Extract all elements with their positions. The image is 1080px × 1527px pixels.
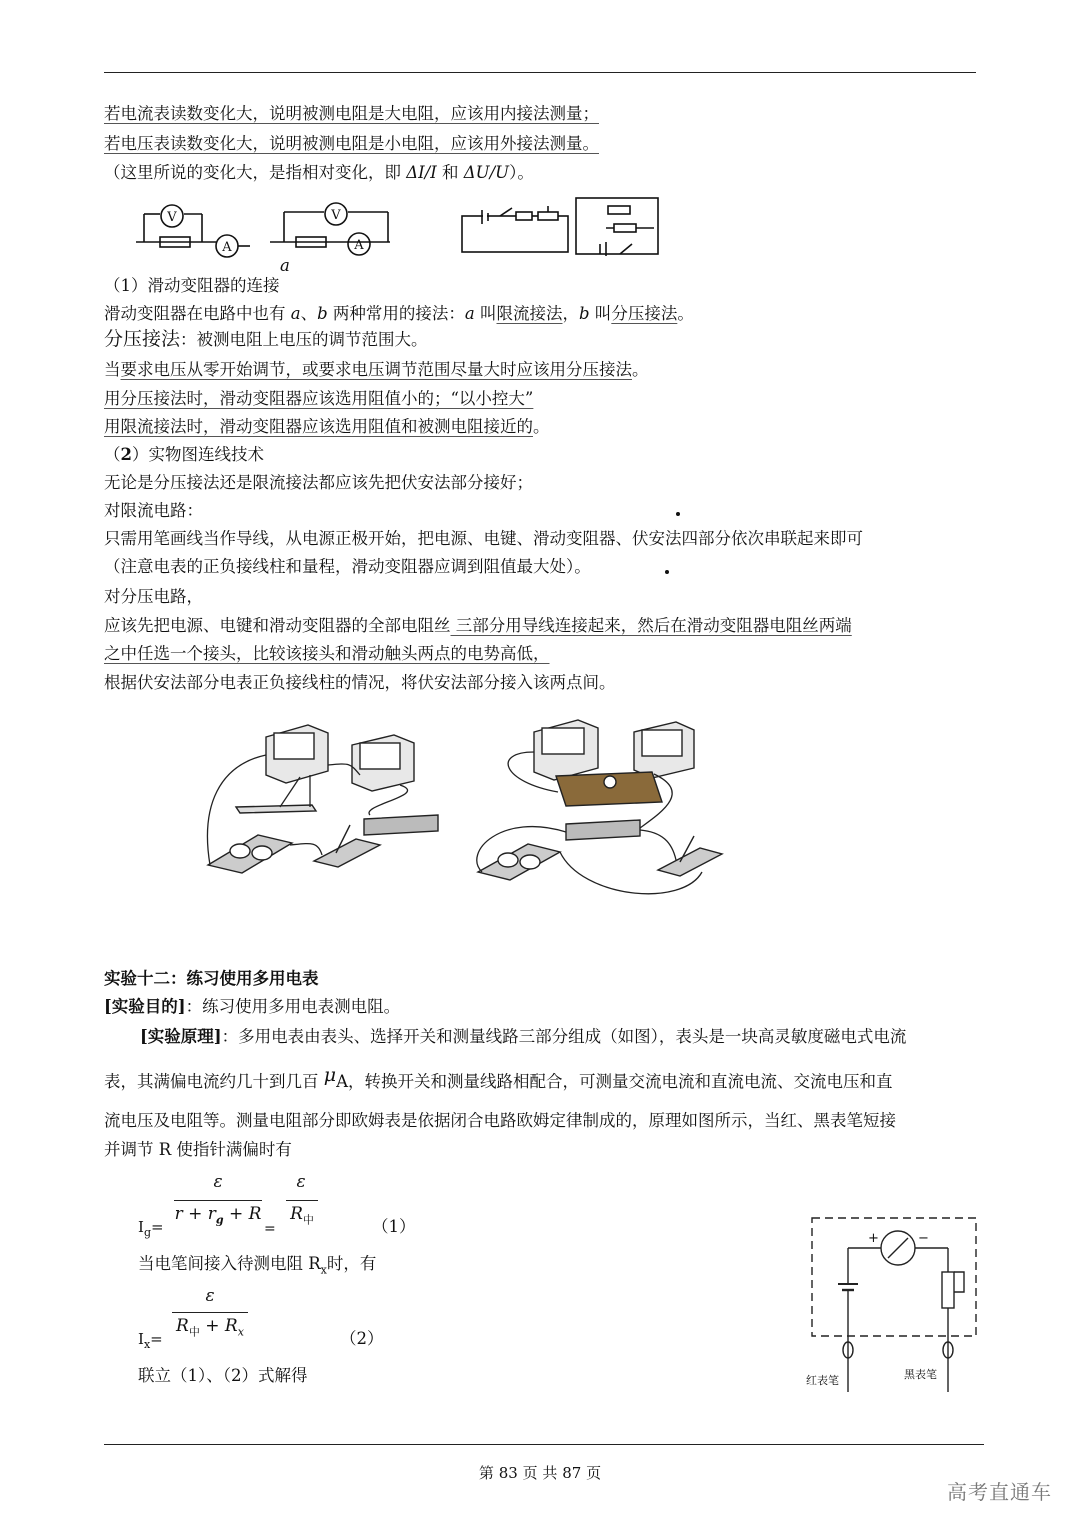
text-line-7: 用分压接法时，滑动变阻器应该选用阻值小的；“以小控大” [104,389,534,408]
red-probe-label: 红表笔 [806,1374,839,1387]
eq1-bar2 [286,1200,318,1201]
principle-line-1: [实验原理]：多用电表由表头、选择开关和测量线路三部分组成（如图），表头是一块高灵敏度磁电式电流 [140,1027,907,1046]
text-line-12: （注意电表的正负接线柱和量程，滑动变阻器应调到阻值最大处）。 [104,557,591,576]
principle-line-4: 并调节 R 使指针满偏时有 [104,1140,292,1159]
resistor-board [236,805,316,813]
section-1-title: （1）滑动变阻器的连接 [104,276,280,295]
text-line-1: 若电流表读数变化大，说明被测电阻是大电阻，应该用内接法测量； [104,104,599,123]
eq1-num2: ε [296,1172,306,1192]
black-probe-label: 黑表笔 [904,1368,937,1381]
eq2-den: $R_中 + R_x$ [176,1316,244,1339]
solve-line: 联立（1）、（2）式解得 [138,1366,308,1385]
ohmmeter-diagram [800,1212,980,1412]
text-line-11: 只需用笔画线当作导线，从电源正极开始，把电源、电键、滑动变阻器、伏安法四部分依次串联起来即可 [104,529,863,548]
rheostat-r [942,1272,954,1308]
eq1-den: $r + r_g + R$ [174,1204,262,1227]
rheostat [364,815,438,835]
battery-box-2 [478,844,560,880]
eq1-den2: $R_中$ [290,1204,314,1227]
switch-base [314,839,380,867]
text-line-14: 应该先把电源、电键和滑动变阻器的全部电阻丝 三部分用导线连接起来，然后在滑动变阻器电阻丝两端 [104,616,852,635]
experiment-12-title: 实验十二：练习使用多用电表 [104,969,319,988]
plus-sign: + [868,1231,879,1246]
text-line-8: 用限流接法时，滑动变阻器应该选用阻值和被测电阻接近的。 [104,417,550,436]
principle-line-2: 表，其满偏电流约几十到几百 μA，转换开关和测量线路相配合，可测量交流电流和直流电流、交流电压和直 [104,1064,893,1091]
rheostat-2 [566,820,640,840]
eq1-lhs: $I_g=$ [138,1218,164,1239]
page-footer: 第 83 页 共 87 页 [478,1464,602,1482]
eq1-num: ε [213,1172,223,1192]
eq2-bar [172,1312,248,1313]
c2-a-label: A [354,238,364,253]
aim-line: [实验目的]：练习使用多用电表测电阻。 [104,997,401,1016]
eq1-number: （1） [372,1217,416,1236]
text-line-9: 无论是分压接法还是限流接法都应该先把伏安法部分接好； [104,473,533,492]
principle-line-3: 流电压及电阻等。测量电阻部分即欧姆表是依据闭合电路欧姆定律制成的，原理如图所示，当红、黑表笔短接 [104,1111,896,1130]
text-line-16: 根据伏安法部分电表正负接线柱的情况，将伏安法部分接入该两点间。 [104,673,616,692]
rx-line: 当电笔间接入待测电阻 $R_x$时，有 [138,1254,377,1277]
c1-v-label: V [167,210,177,225]
eq2-num: ε [205,1286,215,1306]
text-line-13: 对分压电路， [104,587,203,606]
stray-dot-2 [665,570,669,574]
c2-v-label: V [331,208,341,223]
text-line-6: 当要求电压从零开始调节，或要求电压调节范围尽量大时应该用分压接法。 [104,360,649,379]
text-line-5: 分压接法：被测电阻上电压的调节范围大。 [104,328,428,350]
eq1-bar [174,1200,262,1201]
text-line-2: 若电压表读数变化大，说明被测电阻是小电阻，应该用外接法测量。 [104,134,599,153]
minus-sign: − [918,1231,929,1246]
watermark: 高考直通车 [947,1480,1052,1504]
ohmmeter-case [812,1218,976,1336]
text-line-15: 之中任选一个接头，比较该接头和滑动触头两点的电势高低， [104,644,550,663]
c1-a-label: A [222,240,232,255]
apparatus-left [200,715,460,875]
eq2-number: （2） [340,1329,384,1348]
apparatus-right [462,712,732,907]
figure-label-a: a [280,256,290,275]
footer-rule [104,1444,984,1445]
section-2-title: （2）实物图连线技术 [104,445,264,464]
text-line-3: （这里所说的变化大，是指相对变化，即 ΔI/I 和 ΔU/U）。 [104,163,534,182]
circuit-figures [130,190,670,272]
text-line-10: 对限流电路： [104,501,203,520]
text-line-4: 滑动变阻器在电路中也有 a、b 两种常用的接法：a 叫限流接法，b 叫分压接法。 [104,304,694,323]
stray-dot-1 [676,512,680,516]
eq1-mid: = [264,1221,276,1237]
battery-box [208,835,292,873]
eq2-lhs: $I_x=$ [138,1330,163,1351]
header-rule [104,72,976,73]
switch-base-2 [658,848,722,876]
